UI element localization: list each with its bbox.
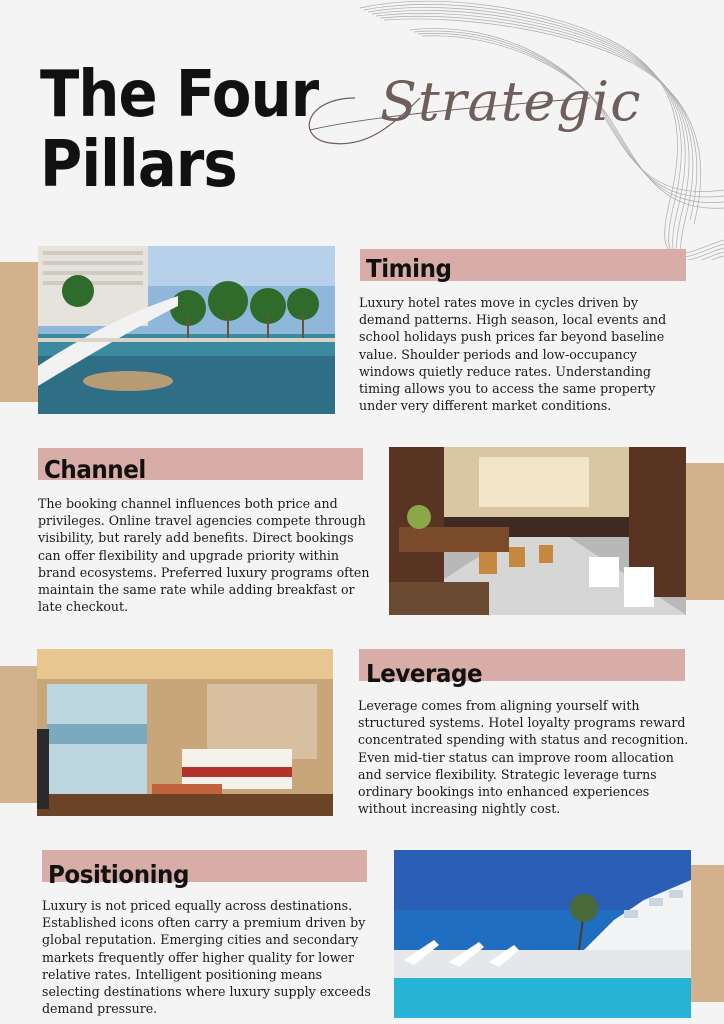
- paragraph-timing: Luxury hotel rates move in cycles driven by demand patterns. High season, local events and school holidays push prices far beyond baseline value. Shoulder periods and low-occupancy windows quietly reduce rates. Understanding timing allows you to access the same property under very different market conditions.: [359, 295, 667, 414]
- heading-leverage: Leverage: [366, 659, 483, 688]
- accent-bar-left: [0, 666, 37, 803]
- script-word: Strategic: [380, 70, 642, 133]
- accent-bar-right: [691, 865, 724, 1002]
- accent-bar-left: [0, 262, 38, 402]
- seaside-pool-photo: [394, 850, 691, 1018]
- paragraph-positioning: Luxury is not priced equally across destinations. Established icons often carry a premium driven by global reputation. Emerging cities and secondary markets frequently offer higher quality for lower relative rates. Intelligent positioning means selecting destinations where luxury supply exceeds demand pressure.: [42, 898, 371, 1017]
- page-title: [40, 60, 318, 200]
- hotel-restaurant-photo: [389, 447, 686, 615]
- title-line-2: Pillars: [40, 128, 237, 202]
- accent-bar-right: [686, 463, 724, 600]
- heading-positioning: Positioning: [48, 860, 189, 889]
- heading-timing: Timing: [366, 254, 452, 283]
- hotel-bedroom-photo: [37, 649, 333, 816]
- resort-pool-photo: [38, 246, 335, 414]
- paragraph-leverage: Leverage comes from aligning yourself with structured systems. Hotel loyalty programs reward concentrated spending with status and recognition. Even mid-tier status can improve room allocation and service flexibility. Strategic leverage turns ordinary bookings into enhanced experiences without increasing nightly cost.: [358, 698, 689, 817]
- heading-channel: Channel: [44, 455, 146, 484]
- paragraph-channel: The booking channel influences both price and privileges. Online travel agencies compete through visibility, but rarely add benefits. Direct bookings can offer flexibility and upgrade priority within brand ecosystems. Preferred luxury programs often maintain the same rate while adding breakfast or late checkout.: [38, 496, 370, 615]
- title-line-1: The Four: [40, 58, 319, 132]
